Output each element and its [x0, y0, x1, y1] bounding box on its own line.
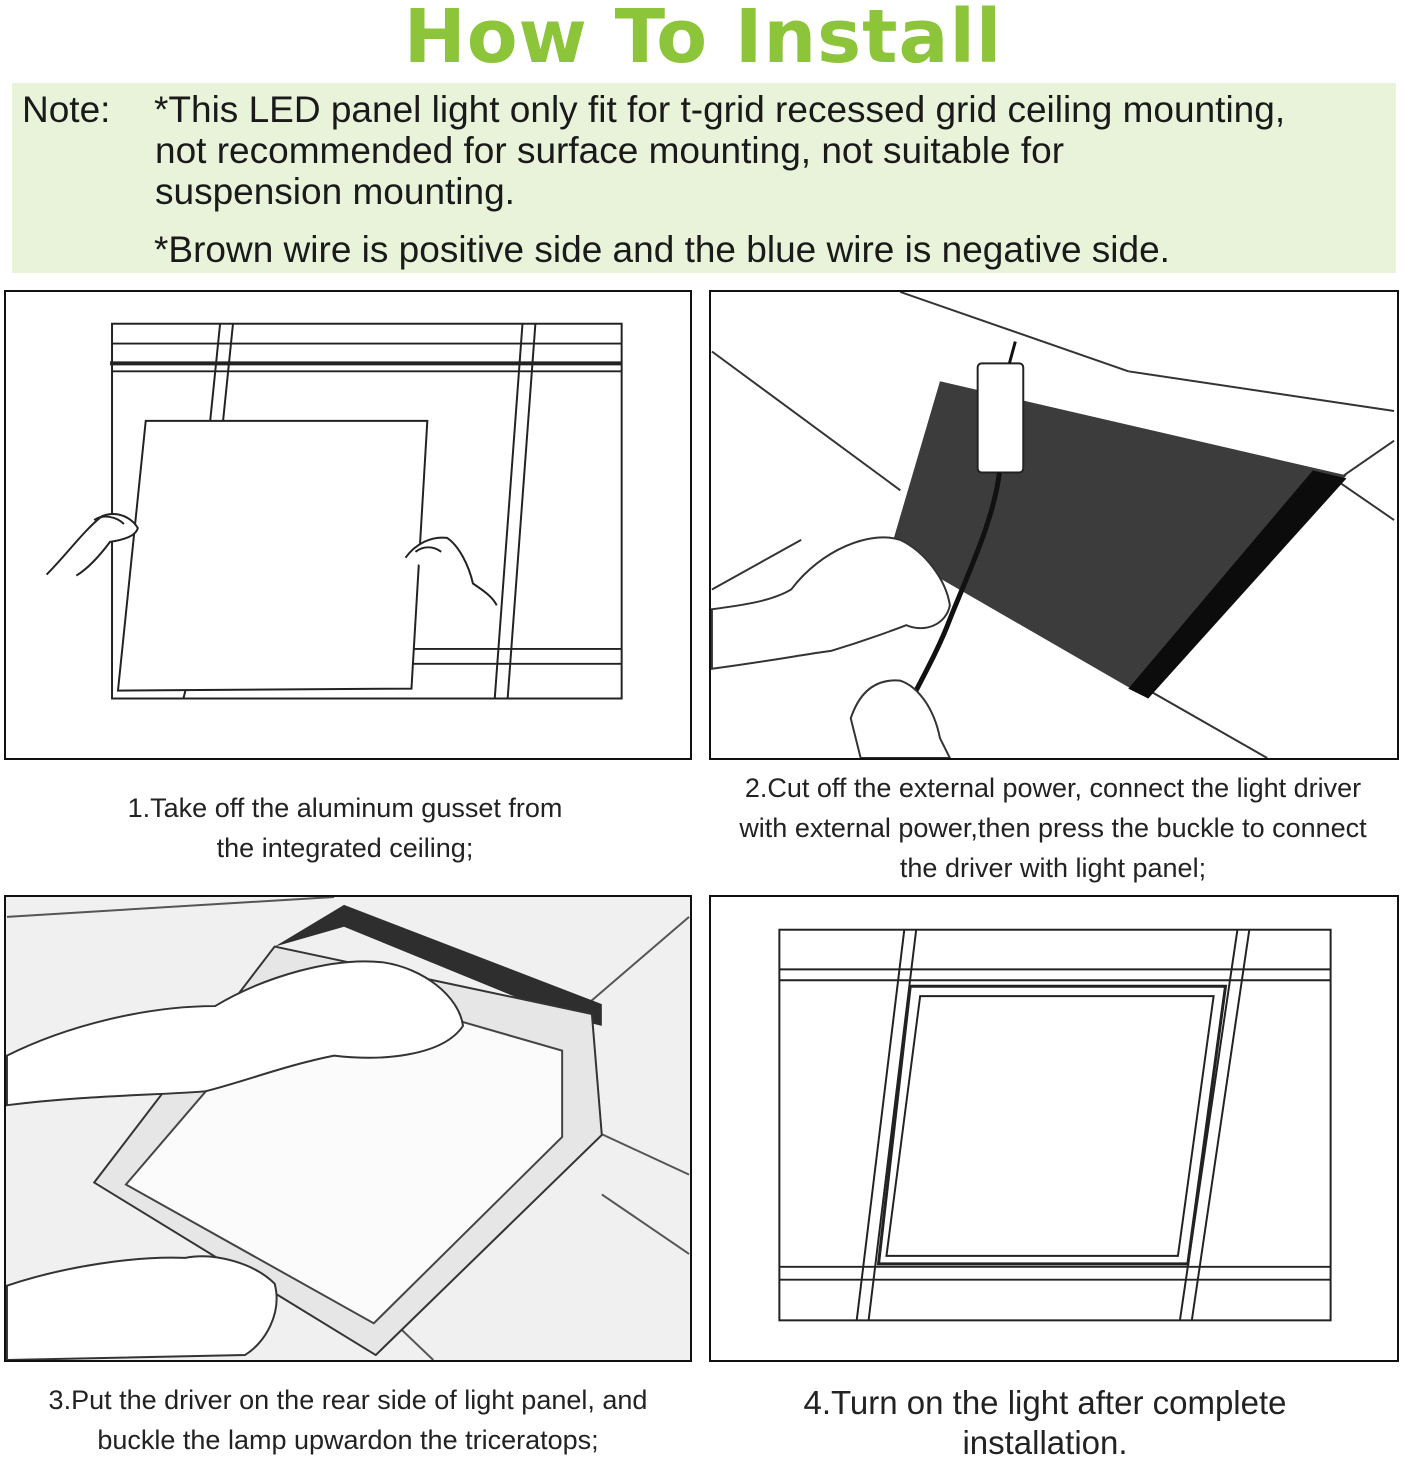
step-1-caption-line-2: the integrated ceiling; [216, 833, 474, 863]
page-title: How To Install [403, 0, 1003, 80]
step-2-caption [700, 768, 1406, 888]
step-2-caption-line-2: with external power,then press the buckle to connect [739, 813, 1367, 843]
driver-wiring-drawing [711, 292, 1397, 758]
note-box [12, 83, 1396, 273]
note-line-4: *Brown wire is positive side and the blue wire is negative side. [154, 229, 1170, 270]
step-1-caption-line-1: 1.Take off the aluminum gusset from [127, 793, 563, 823]
ceiling-grid-removal-drawing [6, 292, 690, 758]
step-3-caption-line-1: 3.Put the driver on the rear side of light panel, and [48, 1385, 648, 1415]
step-1-caption [60, 788, 630, 868]
note-label: Note: [22, 89, 111, 130]
installed-panel-drawing [711, 897, 1397, 1360]
step-4-caption-line-1: 4.Turn on the light after complete [803, 1384, 1287, 1421]
step-4-caption [760, 1383, 1330, 1463]
step-4-caption-line-2: installation. [962, 1424, 1128, 1461]
step-4-illustration [709, 895, 1399, 1362]
note-line-3: suspension mounting. [155, 171, 515, 212]
step-1-illustration [4, 290, 692, 760]
note-line-1: *This LED panel light only fit for t-grid recessed grid ceiling mounting, [154, 89, 1286, 130]
step-3-illustration [4, 895, 692, 1362]
step-2-caption-line-3: the driver with light panel; [899, 853, 1207, 883]
step-3-caption-line-2: buckle the lamp upwardon the triceratops; [97, 1425, 599, 1455]
step-3-caption [10, 1380, 686, 1460]
panel-installation-drawing [6, 897, 690, 1360]
note-line-2: not recommended for surface mounting, not suitable for [155, 130, 1065, 171]
step-2-illustration [709, 290, 1399, 760]
step-2-caption-line-1: 2.Cut off the external power, connect the light driver [744, 773, 1362, 803]
